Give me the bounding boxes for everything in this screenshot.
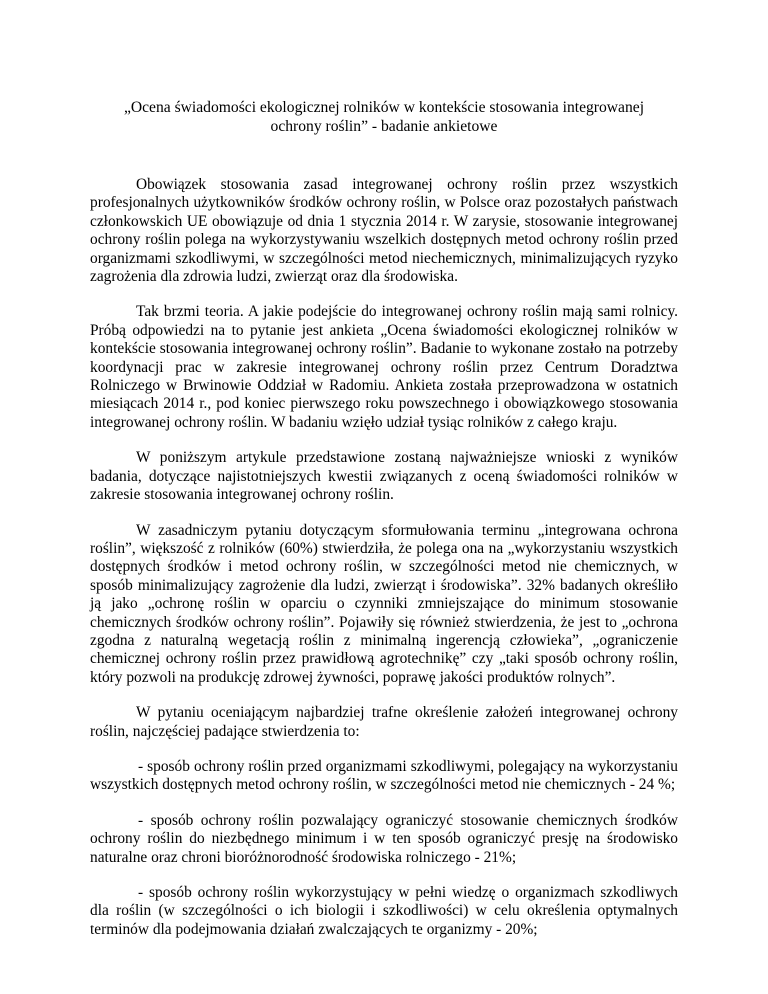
title-line-1: „Ocena świadomości ekologicznej rolników w kontekście stosowania integrowanej (123, 99, 645, 116)
document-title (100, 98, 668, 136)
paragraph-assumptions-question: W pytaniu oceniającym najbardziej trafne określenie założeń integrowanej ochrony roślin, najczęściej padające stwierdzenia to: (90, 704, 678, 740)
list-item-answer-3: - sposób ochrony roślin wykorzystujący w pełni wiedzę o organizmach szkodliwych dla roślin (w szczególności o ich biologii i szkodliwości) w celu określenia optymalnych terminów dla podejmowania działań zwalczających te organizmy - 20%; (90, 884, 678, 938)
title-line-2: ochrony roślin” - badanie ankietowe (270, 118, 498, 135)
list-item-answer-1: - sposób ochrony roślin przed organizmami szkodliwymi, polegający na wykorzystaniu wszystkich dostępnych metod ochrony roślin, w szczególności metod nie chemicznych - 24 %; (90, 757, 678, 794)
paragraph-article-scope: W poniższym artykule przedstawione zostaną najważniejsze wnioski z wyników badania, dotyczące najistotniejszych kwestii związanych z oceną świadomości rolników w zakresie stosowania integrowanej ochrony roślin. (90, 449, 678, 504)
list-item-answer-2: - sposób ochrony roślin pozwalający ograniczyć stosowanie chemicznych środków ochrony roślin do niezbędnego minimum i w ten sposób ograniczyć presję na środowisko naturalne oraz chroni bioróżnorodność środowiska rolniczego - 21%; (90, 811, 678, 866)
document-body (90, 176, 678, 956)
paragraph-intro: Obowiązek stosowania zasad integrowanej ochrony roślin przez wszystkich profesjonalnych użytkowników środków ochrony roślin, w Polsce oraz pozostałych państwach członkowskich UE obowiązuje od dnia 1 stycznia 2014 r. W zarysie, stosowanie integrowanej ochrony roślin polega na wykorzystywaniu wszelkich dostępnych metod ochrony roślin przed organizmami szkodliwymi, w szczególności metod niechemicznych, minimalizujących ryzyko zagrożenia dla zdrowia ludzi, zwierząt oraz dla środowiska. (90, 176, 678, 286)
paragraph-theory: Tak brzmi teoria. A jakie podejście do integrowanej ochrony roślin mają sami rolnicy. Próbą odpowiedzi na to pytanie jest ankieta „Ocena świadomości ekologicznej rolników w kontekście stosowania integrowanej ochrony roślin”. Badanie to wykonane zostało na potrzeby koordynacji prac w zakresie integrowanej ochrony roślin przez Centrum Doradztwa Rolniczego w Brwinowie Oddział w Radomiu. Ankieta została przeprowadzona w ostatnich miesiącach 2014 r., pod koniec pierwszego roku powszechnego i obowiązkowego stosowania integrowanej ochrony roślin. W badaniu wzięło udział tysiąc rolników z całego kraju. (90, 303, 678, 431)
paragraph-definition-question: W zasadniczym pytaniu dotyczącym sformułowania terminu „integrowana ochrona roślin”, większość z rolników (60%) stwierdziła, że polega ona na „wykorzystaniu wszystkich dostępnych środków i metod ochrony roślin, w szczególności metod nie chemicznych, w sposób minimalizujący zagrożenie dla ludzi, zwierząt i środowiska”. 32% badanych określiło ją jako „ochronę roślin w oparciu o czynniki zmniejszające do minimum stosowanie chemicznych środków ochrony roślin”. Pojawiły się również stwierdzenia, że jest to „ochrona zgodna z naturalną wegetacją roślin z minimalną ingerencją człowieka”, „ograniczenie chemicznej ochrony roślin przez prawidłową agrotechnikę” czy „taki sposób ochrony roślin, który pozwoli na produkcję zdrowej żywności, poprawę jakości produktów rolnych”. (90, 521, 678, 686)
